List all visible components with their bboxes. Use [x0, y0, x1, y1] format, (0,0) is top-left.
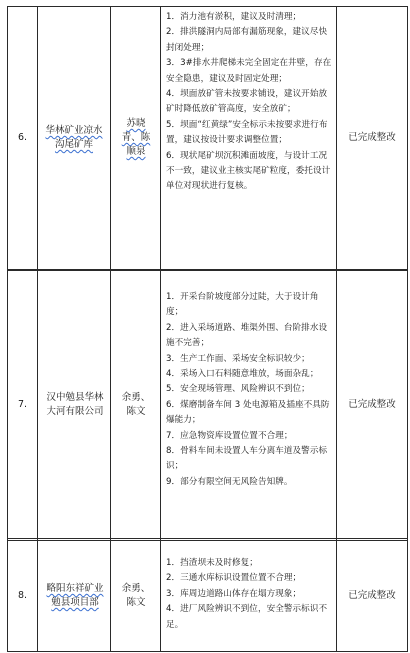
contact-person [118, 7, 154, 269]
issue-list [166, 290, 333, 490]
issue-item: 6．煤磨制备车间 3 处电源箱及插座不具防爆能力； [166, 399, 330, 426]
status-cell [337, 7, 407, 269]
issue-list [166, 10, 333, 195]
contact-person-text: 余勇、陈文 [121, 583, 151, 608]
table-divider [110, 6, 111, 651]
company-name [44, 271, 106, 538]
status-cell [337, 541, 407, 651]
status-text: 已完成整改 [348, 590, 396, 601]
issue-item: 8．骨料车间未设置人车分离车道及警示标识； [166, 446, 328, 472]
table-divider [160, 6, 161, 651]
row-separator [7, 538, 408, 539]
company-name-text: 略阳东祥矿业勉县项目部 [46, 583, 104, 608]
issue-list [166, 556, 333, 633]
contact-person-text: 苏晓青、陈顺泉 [121, 118, 151, 157]
issue-item: 4．采场入口石料随意堆放，场面杂乱； [166, 369, 319, 380]
issue-item: 1．挡渣坝未及时修复； [166, 558, 258, 568]
status-text: 已完成整改 [348, 398, 396, 410]
issue-item: 3．库周边道路山体存在塌方现象； [166, 588, 302, 599]
status-cell [337, 271, 407, 538]
row-index-text: 7. [17, 398, 28, 410]
company-name [44, 7, 104, 269]
company-name-text: 华林矿业凉水沟尾矿库 [45, 125, 103, 150]
issue-item: 2．三通水库标识设置位置不合理； [166, 573, 302, 584]
contact-person [120, 541, 152, 651]
company-name-text: 汉中勉县华林大河有限公司 [46, 391, 104, 417]
issue-item: 2．排洪隧洞内局部有漏筋现象，建议尽快封闭处理； [166, 27, 328, 53]
issue-item: 7．应急物资库设置位置不合理； [166, 430, 293, 441]
row-index-text: 8. [17, 590, 28, 601]
contact-person-text: 余勇、陈文 [121, 391, 151, 417]
issue-item: 4．进厂风险辨识不到位，安全警示标识不足。 [166, 604, 328, 630]
table-divider [37, 6, 38, 651]
issue-item: 6．现状尾矿坝沉积滩面坡度，与设计工况不一致，建议业主核实尾矿粒度，委托设计单位对现状进行复核。 [166, 150, 331, 192]
company-name [44, 541, 106, 651]
issue-item: 5．坝面“红黄绿”安全标示未按要求进行布置，建议按设计要求调整位置； [166, 119, 328, 146]
issue-item: 5．安全现场管理、风险辨识不到位； [166, 384, 310, 395]
issue-item: 2．进入采场道路、堆渠外围、台阶排水设施不完善； [166, 322, 328, 349]
row-index [8, 541, 37, 651]
status-text: 已完成整改 [348, 132, 396, 143]
table-border-bottom [7, 651, 408, 652]
row-index [8, 271, 37, 538]
table-border-right [407, 6, 408, 651]
issue-item: 9．部分有限空间无风险告知牌。 [166, 476, 293, 487]
row-index-text: 6. [17, 132, 28, 143]
issue-item: 1．消力池有淤积，建议及时清理； [166, 12, 302, 22]
issue-item: 1．开采台阶坡度部分过陡，大于设计角度； [166, 292, 319, 318]
row-index [8, 7, 37, 269]
issue-item: 4．坝面放矿管未按要求铺设，建议开始放矿时降低放矿管高度，安全放矿； [166, 89, 328, 115]
issue-item: 3．3#排水井爬梯未完全固定在井壁，存在安全隐患，建议及时固定处理； [166, 58, 332, 84]
contact-person [120, 271, 152, 538]
issue-item: 3．生产工作面、采场安全标识较少； [166, 353, 310, 364]
